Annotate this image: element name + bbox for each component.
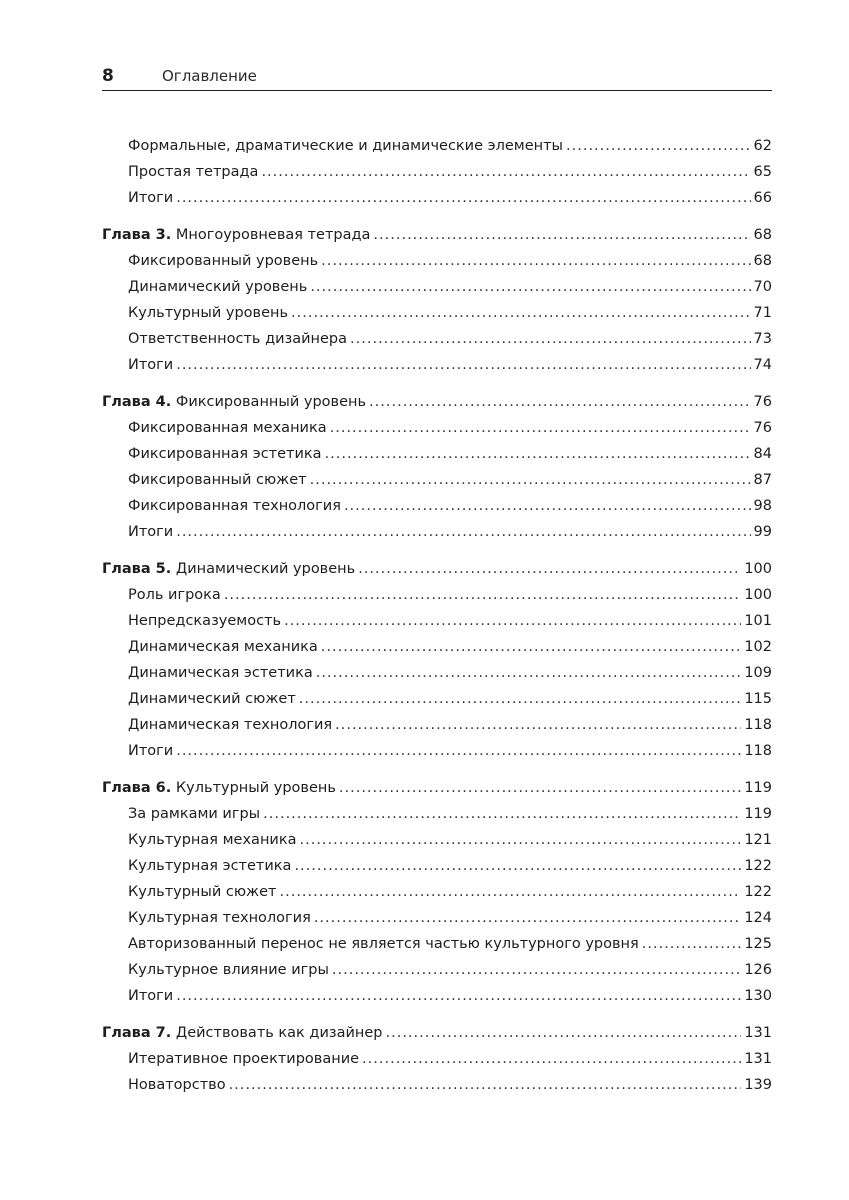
entry-title-text: Формальные, драматические и динамические элементы [128,138,564,154]
toc-chapter-entry[interactable] [102,775,772,801]
dot-leader [310,274,750,300]
entry-title-text: Культурная механика [128,832,297,848]
dot-leader [369,389,751,415]
chapter-spacer [102,378,772,389]
toc-section-entry[interactable] [102,159,772,185]
dot-leader [261,159,750,185]
dot-leader [176,738,741,764]
entry-title-text: Культурный уровень [128,305,289,321]
dot-leader [299,686,742,712]
toc-section-entry[interactable] [102,248,772,274]
toc-page-number: 102 [744,639,772,655]
entry-title-text: Динамическая технология [128,717,333,733]
toc-entry-title [128,660,313,686]
entry-title-text: Простая тетрада [128,164,259,180]
toc-entry-title [128,415,327,441]
toc-entry-title [128,300,288,326]
dot-leader [300,827,742,853]
entry-title-text: Культурное влияние игры [128,962,329,978]
toc-section-entry[interactable] [102,905,772,931]
toc-page-number: 99 [753,524,772,540]
toc-section-entry[interactable] [102,326,772,352]
entry-title-text: Итоги [128,743,174,759]
toc-section-entry[interactable] [102,441,772,467]
dot-leader [314,905,741,931]
toc-page-number: 119 [744,806,772,822]
dot-leader [358,556,741,582]
toc-section-entry[interactable] [102,660,772,686]
toc-entry-title [128,441,322,467]
toc-entry-title [128,608,281,634]
entry-title-text: Динамическая механика [128,639,318,655]
running-title: Оглавление [162,67,257,85]
entry-title-text: За рамками игры [128,806,261,822]
toc-page-number: 65 [753,164,772,180]
toc-section-entry[interactable] [102,931,772,957]
dot-leader [229,1072,742,1098]
toc-entry-title [102,1020,383,1046]
toc-page-number: 124 [744,910,772,926]
dot-leader [291,300,751,326]
toc-entry-title [128,1046,359,1072]
chapter-spacer [102,764,772,775]
toc-section-entry[interactable] [102,853,772,879]
toc-section-entry[interactable] [102,582,772,608]
entry-title-text: Итеративное проектирование [128,1051,360,1067]
toc-page-number: 101 [744,613,772,629]
dot-leader [316,660,742,686]
toc-section-entry[interactable] [102,957,772,983]
toc-entry-title [128,274,307,300]
toc-entry-title [128,582,221,608]
toc-page-number: 68 [753,227,772,243]
toc-page-number: 100 [744,561,772,577]
toc-entry-title [128,1072,226,1098]
dot-leader [344,493,751,519]
chapter-spacer [102,545,772,556]
dot-leader [224,582,742,608]
chapter-label: Глава 7. [102,1025,172,1041]
entry-title-text: Фиксированный сюжет [128,472,307,488]
dot-leader [332,957,741,983]
toc-section-entry[interactable] [102,1046,772,1072]
toc-page-number: 130 [744,988,772,1004]
toc-page-number: 84 [753,446,772,462]
chapter-label: Глава 6. [102,780,172,796]
toc-section-entry[interactable] [102,712,772,738]
toc-entry-title [128,957,329,983]
dot-leader [310,467,751,493]
dot-leader [321,248,750,274]
toc-page-number: 71 [753,305,772,321]
toc-entry-title [102,222,370,248]
toc-entry-title [128,519,173,545]
dot-leader [176,519,750,545]
toc-page-number: 118 [744,743,772,759]
toc-section-entry[interactable] [102,185,772,211]
entry-title-text: Роль игрока [128,587,221,603]
toc-entry-title [128,159,258,185]
toc-page-number: 121 [744,832,772,848]
entry-title-text: Фиксированный уровень [128,253,319,269]
dot-leader [325,441,751,467]
toc-entry-title [128,931,639,957]
toc-section-entry[interactable] [102,493,772,519]
entry-title-text: Фиксированный уровень [175,394,367,410]
entry-title-text: Итоги [128,988,174,1004]
toc-entry-title [128,827,297,853]
toc-chapter-entry[interactable] [102,556,772,582]
entry-title-text: Фиксированная механика [128,420,327,436]
dot-leader [373,222,750,248]
dot-leader [335,712,741,738]
toc-section-entry[interactable] [102,352,772,378]
entry-title-text: Ответственность дизайнера [128,331,348,347]
entry-title-text: Фиксированная технология [128,498,341,514]
toc-entry-title [102,775,336,801]
toc-page-number: 76 [753,420,772,436]
dot-leader [176,352,750,378]
toc-page-number: 66 [753,190,772,206]
entry-title-text: Культурный уровень [175,780,336,796]
toc-chapter-entry[interactable] [102,389,772,415]
chapter-spacer [102,1009,772,1020]
entry-title-text: Динамический уровень [175,561,356,577]
toc-entry-title [128,185,173,211]
toc-page-number: 139 [744,1077,772,1093]
entry-title-text: Авторизованный перенос не является частью культурного уровня [128,936,639,952]
toc-entry-title [128,983,173,1009]
entry-title-text: Действовать как дизайнер [175,1025,383,1041]
chapter-label: Глава 4. [102,394,172,410]
toc-section-entry[interactable] [102,634,772,660]
table-of-contents [102,133,772,1098]
toc-page-number: 131 [744,1025,772,1041]
entry-title-text: Культурная технология [128,910,311,926]
toc-page-number: 122 [744,884,772,900]
dot-leader [362,1046,741,1072]
toc-entry-title [128,248,318,274]
dot-leader [280,879,742,905]
toc-page-number: 62 [753,138,772,154]
toc-page-number: 73 [753,331,772,347]
toc-section-entry[interactable] [102,686,772,712]
toc-chapter-entry[interactable] [102,1020,772,1046]
dot-leader [321,634,742,660]
toc-entry-title [128,905,311,931]
toc-chapter-entry[interactable] [102,222,772,248]
toc-page-number: 98 [753,498,772,514]
dot-leader [176,185,750,211]
toc-page-number: 74 [753,357,772,373]
toc-entry-title [128,879,277,905]
dot-leader [566,133,751,159]
toc-section-entry[interactable] [102,133,772,159]
entry-title-text: Динамический сюжет [128,691,296,707]
toc-entry-title [128,326,347,352]
toc-entry-title [128,853,291,879]
toc-page-number: 118 [744,717,772,733]
entry-title-text: Итоги [128,190,174,206]
dot-leader [176,983,741,1009]
toc-page-number: 119 [744,780,772,796]
entry-title-text: Итоги [128,524,174,540]
toc-entry-title [128,133,563,159]
toc-page-number: 87 [753,472,772,488]
entry-title-text: Культурный сюжет [128,884,277,900]
entry-title-text: Культурная эстетика [128,858,292,874]
entry-title-text: Новаторство [128,1077,226,1093]
toc-entry-title [128,467,307,493]
toc-page-number: 122 [744,858,772,874]
toc-page-number: 125 [744,936,772,952]
toc-section-entry[interactable] [102,983,772,1009]
toc-entry-title [102,556,355,582]
entry-title-text: Динамическая эстетика [128,665,313,681]
toc-page-number: 76 [753,394,772,410]
chapter-spacer [102,211,772,222]
toc-section-entry[interactable] [102,608,772,634]
toc-section-entry[interactable] [102,1072,772,1098]
toc-page-number: 100 [744,587,772,603]
toc-entry-title [128,686,296,712]
toc-section-entry[interactable] [102,738,772,764]
toc-section-entry[interactable] [102,879,772,905]
toc-entry-title [102,389,366,415]
toc-section-entry[interactable] [102,801,772,827]
toc-page-number: 115 [744,691,772,707]
toc-page-number: 126 [744,962,772,978]
entry-title-text: Непредсказуемость [128,613,282,629]
toc-section-entry[interactable] [102,300,772,326]
toc-page-number: 131 [744,1051,772,1067]
toc-entry-title [128,634,318,660]
dot-leader [263,801,741,827]
entry-title-text: Многоуровневая тетрада [175,227,371,243]
dot-leader [386,1020,742,1046]
chapter-label: Глава 3. [102,227,172,243]
entry-title-text: Динамический уровень [128,279,308,295]
dot-leader [284,608,741,634]
toc-entry-title [128,712,332,738]
dot-leader [350,326,751,352]
toc-page-number: 70 [753,279,772,295]
toc-section-entry[interactable] [102,467,772,493]
entry-title-text: Фиксированная эстетика [128,446,322,462]
toc-section-entry[interactable] [102,415,772,441]
toc-entry-title [128,738,173,764]
dot-leader [294,853,741,879]
toc-section-entry[interactable] [102,827,772,853]
toc-section-entry[interactable] [102,274,772,300]
dot-leader [330,415,751,441]
chapter-label: Глава 5. [102,561,172,577]
dot-leader [339,775,741,801]
toc-entry-title [128,493,341,519]
toc-section-entry[interactable] [102,519,772,545]
entry-title-text: Итоги [128,357,174,373]
page-number: 8 [102,66,114,86]
toc-page-number: 109 [744,665,772,681]
toc-entry-title [128,352,173,378]
toc-entry-title [128,801,260,827]
running-header [102,66,772,91]
dot-leader [642,931,742,957]
toc-page-number: 68 [753,253,772,269]
